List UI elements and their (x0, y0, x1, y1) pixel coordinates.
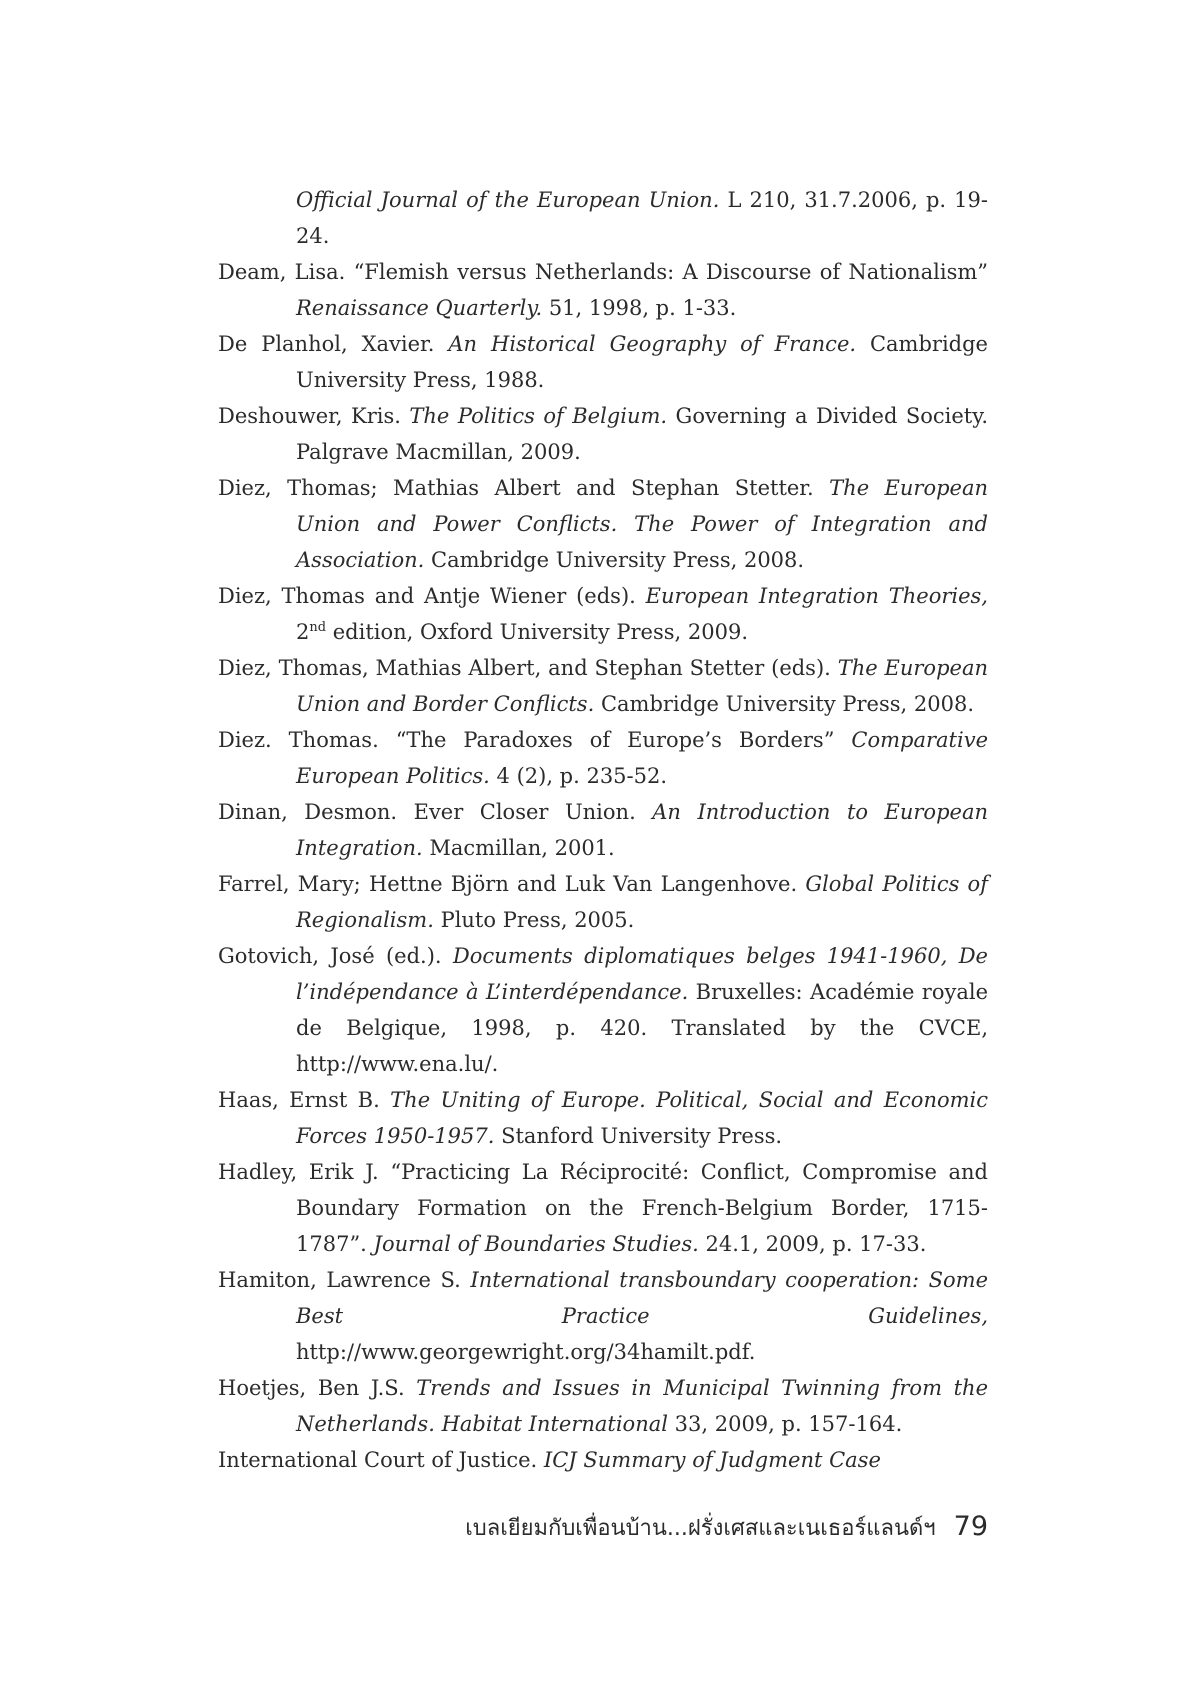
bibliography-entry (218, 470, 988, 578)
page-footer (0, 1510, 988, 1545)
entry-author: Hoetjes, Ben J.S. (218, 1376, 417, 1400)
entry-author: De Planhol, Xavier. (218, 332, 449, 356)
entry-title: The European Union and Power Conflicts. The Power of Integration and Association. (296, 476, 988, 572)
entry-title: Comparative European Politics. (296, 728, 988, 788)
bibliography-entry (218, 398, 988, 470)
entry-details: Macmillan, 2001. (422, 836, 615, 860)
entry-edition-suffix: nd (309, 620, 327, 635)
entry-title: The Politics of Belgium. (409, 404, 668, 428)
entry-title: Trends and Issues in Municipal Twinning from the Netherlands. Habitat International (296, 1376, 988, 1436)
entry-author: Diez, Thomas; Mathias Albert and Stephan Stetter. (218, 476, 830, 500)
entry-details: Pluto Press, 2005. (433, 908, 635, 932)
entry-details: 24.1, 2009, p. 17-33. (698, 1232, 927, 1256)
bibliography-entry (218, 578, 988, 650)
entry-details: L 210, 31.7.2006, p. 19-24. (296, 188, 988, 248)
entry-details: Governing a Divided Society. Palgrave Macmillan, 2009. (296, 404, 989, 464)
entry-details: Cambridge University Press, 1988. (296, 332, 988, 392)
entry-details: 33, 2009, p. 157-164. (667, 1412, 903, 1436)
running-title: เบลเยียมกับเพื่อนบ้าน...ฝรั่งเศสและเนเธอร์แลนด์ฯ (465, 1516, 936, 1541)
entry-details: 4 (2), p. 235-52. (489, 764, 668, 788)
bibliography-entry (218, 1442, 988, 1478)
entry-edition-number: 2 (296, 620, 310, 644)
bibliography-entry (218, 1082, 988, 1154)
bibliography-entry (218, 938, 988, 1082)
entry-author: Dinan, Desmon. Ever Closer Union. (218, 800, 653, 824)
entry-title: Global Politics of Regionalism. (296, 872, 988, 932)
entry-title: ICJ Summary of Judgment Case (543, 1448, 881, 1472)
entry-title: The European Union and Border Conflicts. (296, 656, 988, 716)
entry-details: Stanford University Press. (494, 1124, 783, 1148)
bibliography-entry (218, 1154, 988, 1262)
entry-title: European Integration Theories, (645, 584, 988, 608)
entry-author: Gotovich, José (ed.). (218, 944, 453, 968)
entry-author: International Court of Justice. (218, 1448, 544, 1472)
entry-author: Diez. Thomas. “The Paradoxes of Europe’s Borders” (218, 728, 852, 752)
bibliography-entry (218, 650, 988, 722)
entry-details: edition, Oxford University Press, 2009. (326, 620, 749, 644)
entry-author: Haas, Ernst B. (218, 1088, 391, 1112)
entry-author: Diez, Thomas and Antje Wiener (eds). (218, 584, 646, 608)
entry-author: Hadley, Erik J. “Practicing La Réciprocité: Conflict, Compromise and Boundary Formation on the French-Belgium Border, 1715-1787”. (218, 1160, 988, 1256)
bibliography-entry (218, 326, 988, 398)
entry-details: Cambridge University Press, 2008. (424, 548, 805, 572)
entry-title: Renaissance Quarterly. (296, 296, 543, 320)
entry-title: An Historical Geography of France. (448, 332, 857, 356)
entry-author: Farrel, Mary; Hettne Björn and Luk Van Langenhove. (218, 872, 806, 896)
entry-title: International transboundary cooperation: Some Best Practice Guidelines, (296, 1268, 988, 1328)
bibliography-entry (218, 1370, 988, 1442)
bibliography-entry (218, 794, 988, 866)
entry-title: The Uniting of Europe. Political, Social and Economic Forces 1950-1957. (296, 1088, 988, 1148)
entry-title: Journal of Boundaries Studies. (373, 1232, 699, 1256)
entry-author: Diez, Thomas, Mathias Albert, and Stephan Stetter (eds). (218, 656, 838, 680)
bibliography-entry (218, 866, 988, 938)
entry-title: Documents diplomatiques belges 1941-1960, De l’indépendance à L’interdépendance. (296, 944, 988, 1004)
bibliography-entry (218, 1262, 988, 1370)
entry-details: Bruxelles: Académie royale de Belgique, 1998, p. 420. Translated by the CVCE, http://www.ena.lu/. (296, 980, 989, 1076)
entry-title: An Introduction to European Integration. (296, 800, 988, 860)
entry-author: Deshouwer, Kris. (218, 404, 410, 428)
page-number: 79 (953, 1511, 988, 1542)
bibliography-list (218, 182, 988, 1478)
entry-details: http://www.georgewright.org/34hamilt.pdf. (296, 1340, 756, 1364)
bibliography-entry (218, 722, 988, 794)
entry-details: Cambridge University Press, 2008. (594, 692, 974, 716)
entry-title: Official Journal of the European Union. (296, 188, 720, 212)
bibliography-entry (296, 182, 988, 254)
bibliography-entry (218, 254, 988, 326)
entry-author: Deam, Lisa. “Flemish versus Netherlands: A Discourse of Nationalism” (218, 260, 988, 284)
entry-details: 51, 1998, p. 1-33. (542, 296, 737, 320)
entry-author: Hamiton, Lawrence S. (218, 1268, 471, 1292)
